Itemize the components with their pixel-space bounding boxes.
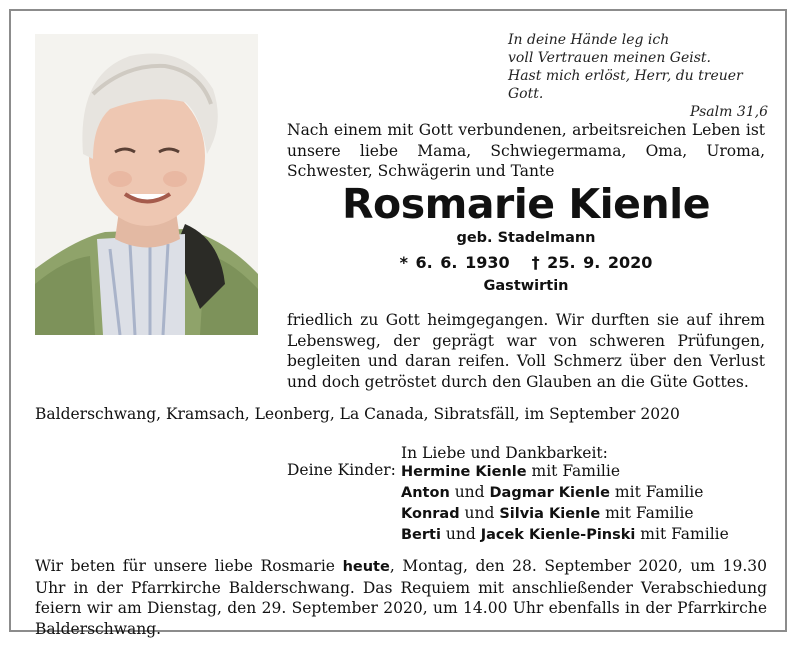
mourner-name: Silvia Kienle	[499, 506, 601, 522]
intro-text: Nach einem mit Gott verbundenen, arbeitsreichen Leben ist unsere liebe Mama, Schwiegermama, Oma, Uroma, Schwester, Schwägerin und Tante	[287, 121, 765, 180]
mourner-name: Dagmar Kienle	[489, 485, 610, 501]
list-item	[401, 461, 729, 482]
psalm-line: voll Vertrauen meinen Geist.	[508, 50, 711, 66]
mourner-name: Berti	[401, 527, 441, 543]
list-item	[401, 503, 729, 524]
mourner-text: mit Familie	[635, 525, 729, 543]
notice-text: , Montag, den 28. September 2020, um 19.30 Uhr in der Pfarrkirche Balderschwang. Das Requiem mit anschließender Verabschiedung feiern wir am Dienstag, den 29. September 2020, um 14.00 Uhr ebenfalls in der Pfarrkirche Balderschwang.	[35, 557, 767, 638]
children-label: Deine Kinder:	[287, 461, 396, 479]
psalm-line: In deine Hände leg ich	[508, 32, 670, 48]
occupation: Gastwirtin	[483, 278, 569, 294]
mourner-text: und	[449, 483, 490, 501]
portrait-photo	[35, 34, 258, 335]
mourner-text: und	[440, 525, 481, 543]
maiden-name: geb. Stadelmann	[456, 230, 596, 246]
thanks-intro: In Liebe und Dankbarkeit:	[401, 444, 608, 462]
mourner-text: und	[459, 504, 500, 522]
mourner-text: mit Familie	[600, 504, 694, 522]
service-notice	[35, 556, 767, 639]
body-text: friedlich zu Gott heimgegangen. Wir durften sie auf ihrem Lebensweg, der geprägt war von schweren Prüfungen, begleiten und daran reifen. Voll Schmerz über den Verlust und doch getröstet durch den Glauben an die Güte Gottes.	[287, 311, 765, 391]
birth-date: * 6. 6. 1930	[399, 253, 510, 272]
psalm-line: Hast mich erlöst, Herr, du treuer Gott.	[508, 68, 743, 102]
life-dates	[287, 253, 765, 272]
psalm-quote	[508, 31, 768, 121]
list-item	[401, 524, 729, 545]
place-and-date: Balderschwang, Kramsach, Leonberg, La Canada, Sibratsfäll, im September 2020	[35, 405, 680, 423]
mourner-name: Konrad	[401, 506, 460, 522]
psalm-reference: Psalm 31,6	[690, 104, 768, 120]
notice-text: Wir beten für unsere liebe Rosmarie	[35, 557, 343, 575]
notice-emphasis: heute	[342, 559, 390, 575]
deceased-name: Rosmarie Kienle	[341, 180, 711, 228]
mourner-name: Anton	[401, 485, 450, 501]
children-list	[401, 461, 729, 545]
mourner-text: mit Familie	[609, 483, 704, 501]
list-item	[401, 482, 729, 503]
mourner-name: Jacek Kienle-Pinski	[480, 527, 636, 543]
mourner-name: Hermine Kienle	[401, 464, 527, 480]
death-date: † 25. 9. 2020	[531, 253, 653, 272]
mourner-text: mit Familie	[526, 462, 621, 480]
